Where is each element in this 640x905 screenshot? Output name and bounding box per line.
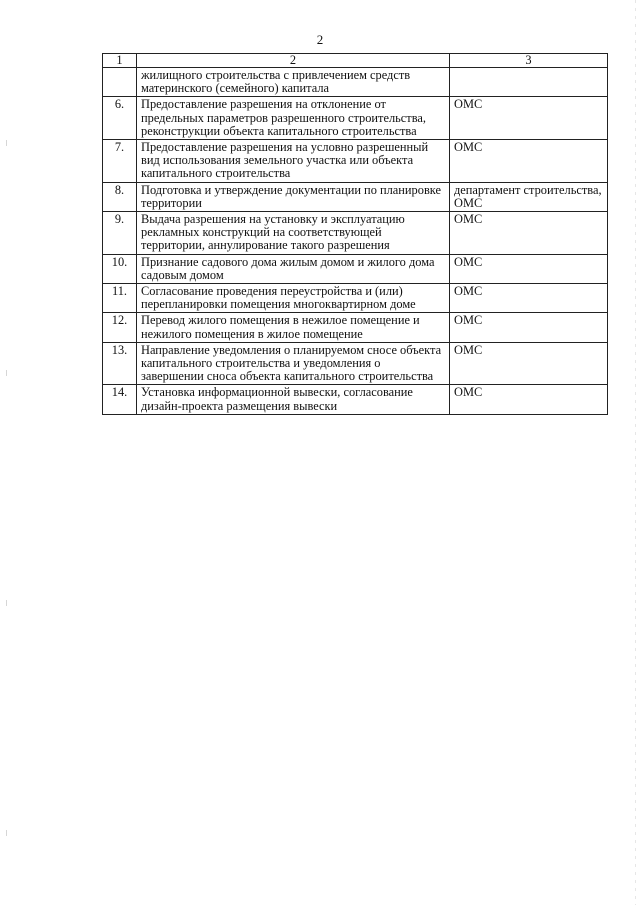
table-row: [103, 313, 608, 342]
row-number: 12.: [103, 313, 137, 342]
table-row: [103, 385, 608, 414]
service-name: Предоставление разрешения на условно разрешенный вид использования земельного участка или объекта капитального строительства: [137, 140, 450, 183]
responsible-authority: ОМС: [450, 97, 608, 140]
service-name: Выдача разрешения на установку и эксплуатацию рекламных конструкций на соответствующей территории, аннулирование такого разрешения: [137, 212, 450, 255]
service-name: жилищного строительства с привлечением средств материнского (семейного) капитала: [137, 68, 450, 97]
row-number: 11.: [103, 284, 137, 313]
row-number: 14.: [103, 385, 137, 414]
row-number: [103, 68, 137, 97]
responsible-authority: ОМС: [450, 342, 608, 385]
row-number: 6.: [103, 97, 137, 140]
page-number: 2: [316, 32, 324, 47]
responsible-authority: ОМС: [450, 385, 608, 414]
row-number: 13.: [103, 342, 137, 385]
scan-edge-marks: [6, 0, 7, 905]
responsible-authority: ОМС: [450, 254, 608, 283]
table-row: [103, 140, 608, 183]
row-number: 9.: [103, 212, 137, 255]
table-row: [103, 284, 608, 313]
responsible-authority: ОМС: [450, 284, 608, 313]
service-name: Предоставление разрешения на отклонение от предельных параметров разрешенного строительства, реконструкции объекта капитального строительства: [137, 97, 450, 140]
responsible-authority: ОМС: [450, 140, 608, 183]
service-name: Установка информационной вывески, согласование дизайн-проекта размещения вывески: [137, 385, 450, 414]
row-number: 10.: [103, 254, 137, 283]
service-name: Перевод жилого помещения в нежилое помещение и нежилого помещения в жилое помещение: [137, 313, 450, 342]
responsible-authority: департамент строительства, ОМС: [450, 182, 608, 211]
header-col-1: 1: [103, 54, 137, 68]
responsible-authority: ОМС: [450, 313, 608, 342]
row-number: 8.: [103, 182, 137, 211]
table-header-row: [103, 54, 608, 68]
services-table: [102, 53, 608, 415]
table-row: [103, 342, 608, 385]
service-name: Подготовка и утверждение документации по планировке территории: [137, 182, 450, 211]
table-row: [103, 182, 608, 211]
service-name: Признание садового дома жилым домом и жилого дома садовым домом: [137, 254, 450, 283]
header-col-3: 3: [450, 54, 608, 68]
table-row: [103, 254, 608, 283]
scan-edge-marks-right: [635, 0, 636, 905]
service-name: Направление уведомления о планируемом сносе объекта капитального строительства и уведомления о завершении сноса объекта капитального строительства: [137, 342, 450, 385]
table-row: [103, 212, 608, 255]
header-col-2: 2: [137, 54, 450, 68]
responsible-authority: ОМС: [450, 212, 608, 255]
service-name: Согласование проведения переустройства и (или) перепланировки помещения многоквартирном доме: [137, 284, 450, 313]
table-row: [103, 68, 608, 97]
table-row: [103, 97, 608, 140]
responsible-authority: [450, 68, 608, 97]
row-number: 7.: [103, 140, 137, 183]
